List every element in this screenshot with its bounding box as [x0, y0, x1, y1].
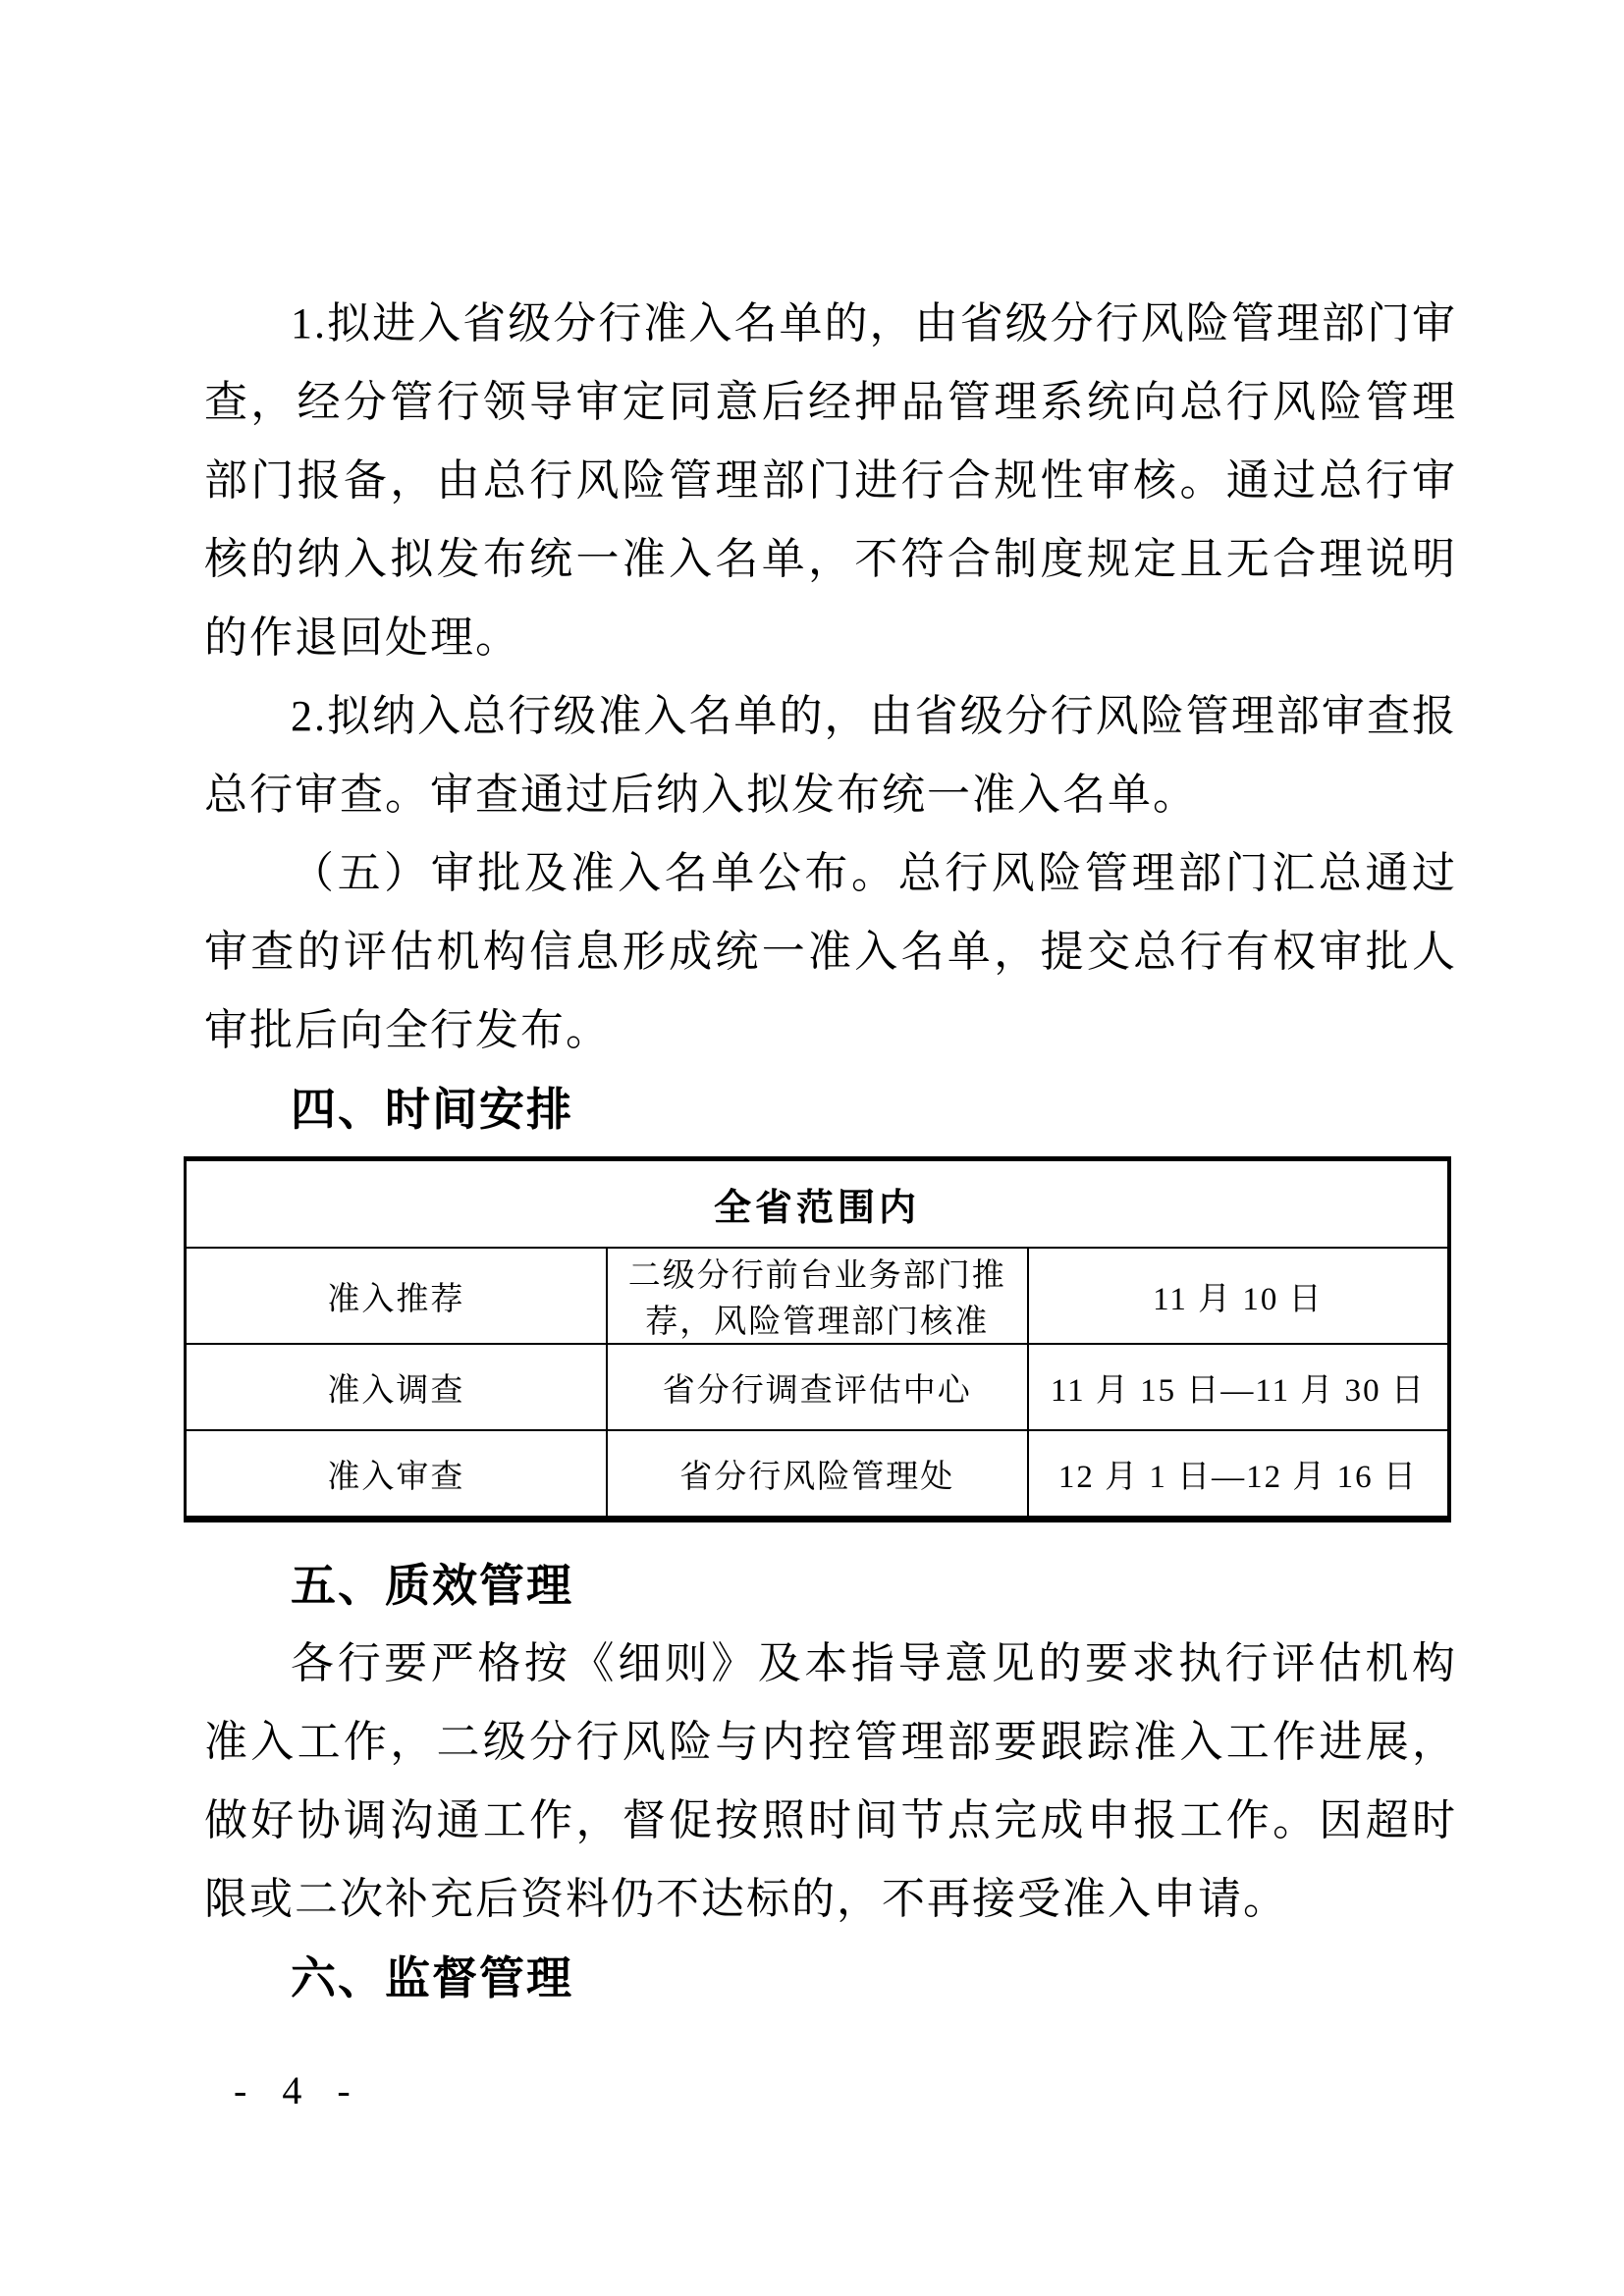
cell-date: 11 月 10 日 — [1028, 1248, 1449, 1344]
section-heading-6-supervision-management: 六、监督管理 — [291, 1952, 573, 2003]
paragraph-2: 2.拟纳入总行级准入名单的，由省级分行风险管理部审查报总行审查。审查通过后纳入拟发布统一准入名单。 — [204, 692, 1457, 819]
cell-stage: 准入调查 — [186, 1344, 607, 1430]
table-row — [186, 1248, 1450, 1344]
paragraph-3: （五）审批及准入名单公布。总行风险管理部门汇总通过审查的评估机构信息形成统一准入名单，提交总行有权审批人审批后向全行发布。 — [204, 849, 1457, 1054]
paragraph-section-5: 各行要严格按《细则》及本指导意见的要求执行评估机构准入工作，二级分行风险与内控管理部要跟踪准入工作进展，做好协调沟通工作，督促按照时间节点完成申报工作。因超时限或二次补充后资料仍不达标的，不再接受准入申请。 — [204, 1639, 1457, 1923]
document-content — [204, 0, 1457, 2017]
schedule-table — [184, 1156, 1451, 1522]
section-heading-4-time-schedule: 四、时间安排 — [291, 1084, 573, 1135]
cell-date: 12 月 1 日—12 月 16 日 — [1028, 1430, 1449, 1520]
cell-stage: 准入审查 — [186, 1430, 607, 1520]
table-row — [186, 1430, 1450, 1520]
paragraph-1: 1.拟进入省级分行准入名单的，由省级分行风险管理部门审查，经分管行领导审定同意后经押品管理系统向总行风险管理部门报备，由总行风险管理部门进行合规性审核。通过总行审核的纳入拟发布统一准入名单，不符合制度规定且无合理说明的作退回处理。 — [204, 299, 1457, 662]
cell-responsible: 省分行调查评估中心 — [607, 1344, 1028, 1430]
table-title-row — [186, 1159, 1450, 1249]
table-row — [186, 1344, 1450, 1430]
cell-stage: 准入推荐 — [186, 1248, 607, 1344]
section-heading-5-quality-management: 五、质效管理 — [291, 1560, 573, 1611]
cell-responsible: 省分行风险管理处 — [607, 1430, 1028, 1520]
page-number: - 4 - — [234, 2068, 356, 2112]
cell-date: 11 月 15 日—11 月 30 日 — [1028, 1344, 1449, 1430]
cell-responsible: 二级分行前台业务部门推荐，风险管理部门核准 — [607, 1248, 1028, 1344]
table-title: 全省范围内 — [186, 1159, 1450, 1249]
